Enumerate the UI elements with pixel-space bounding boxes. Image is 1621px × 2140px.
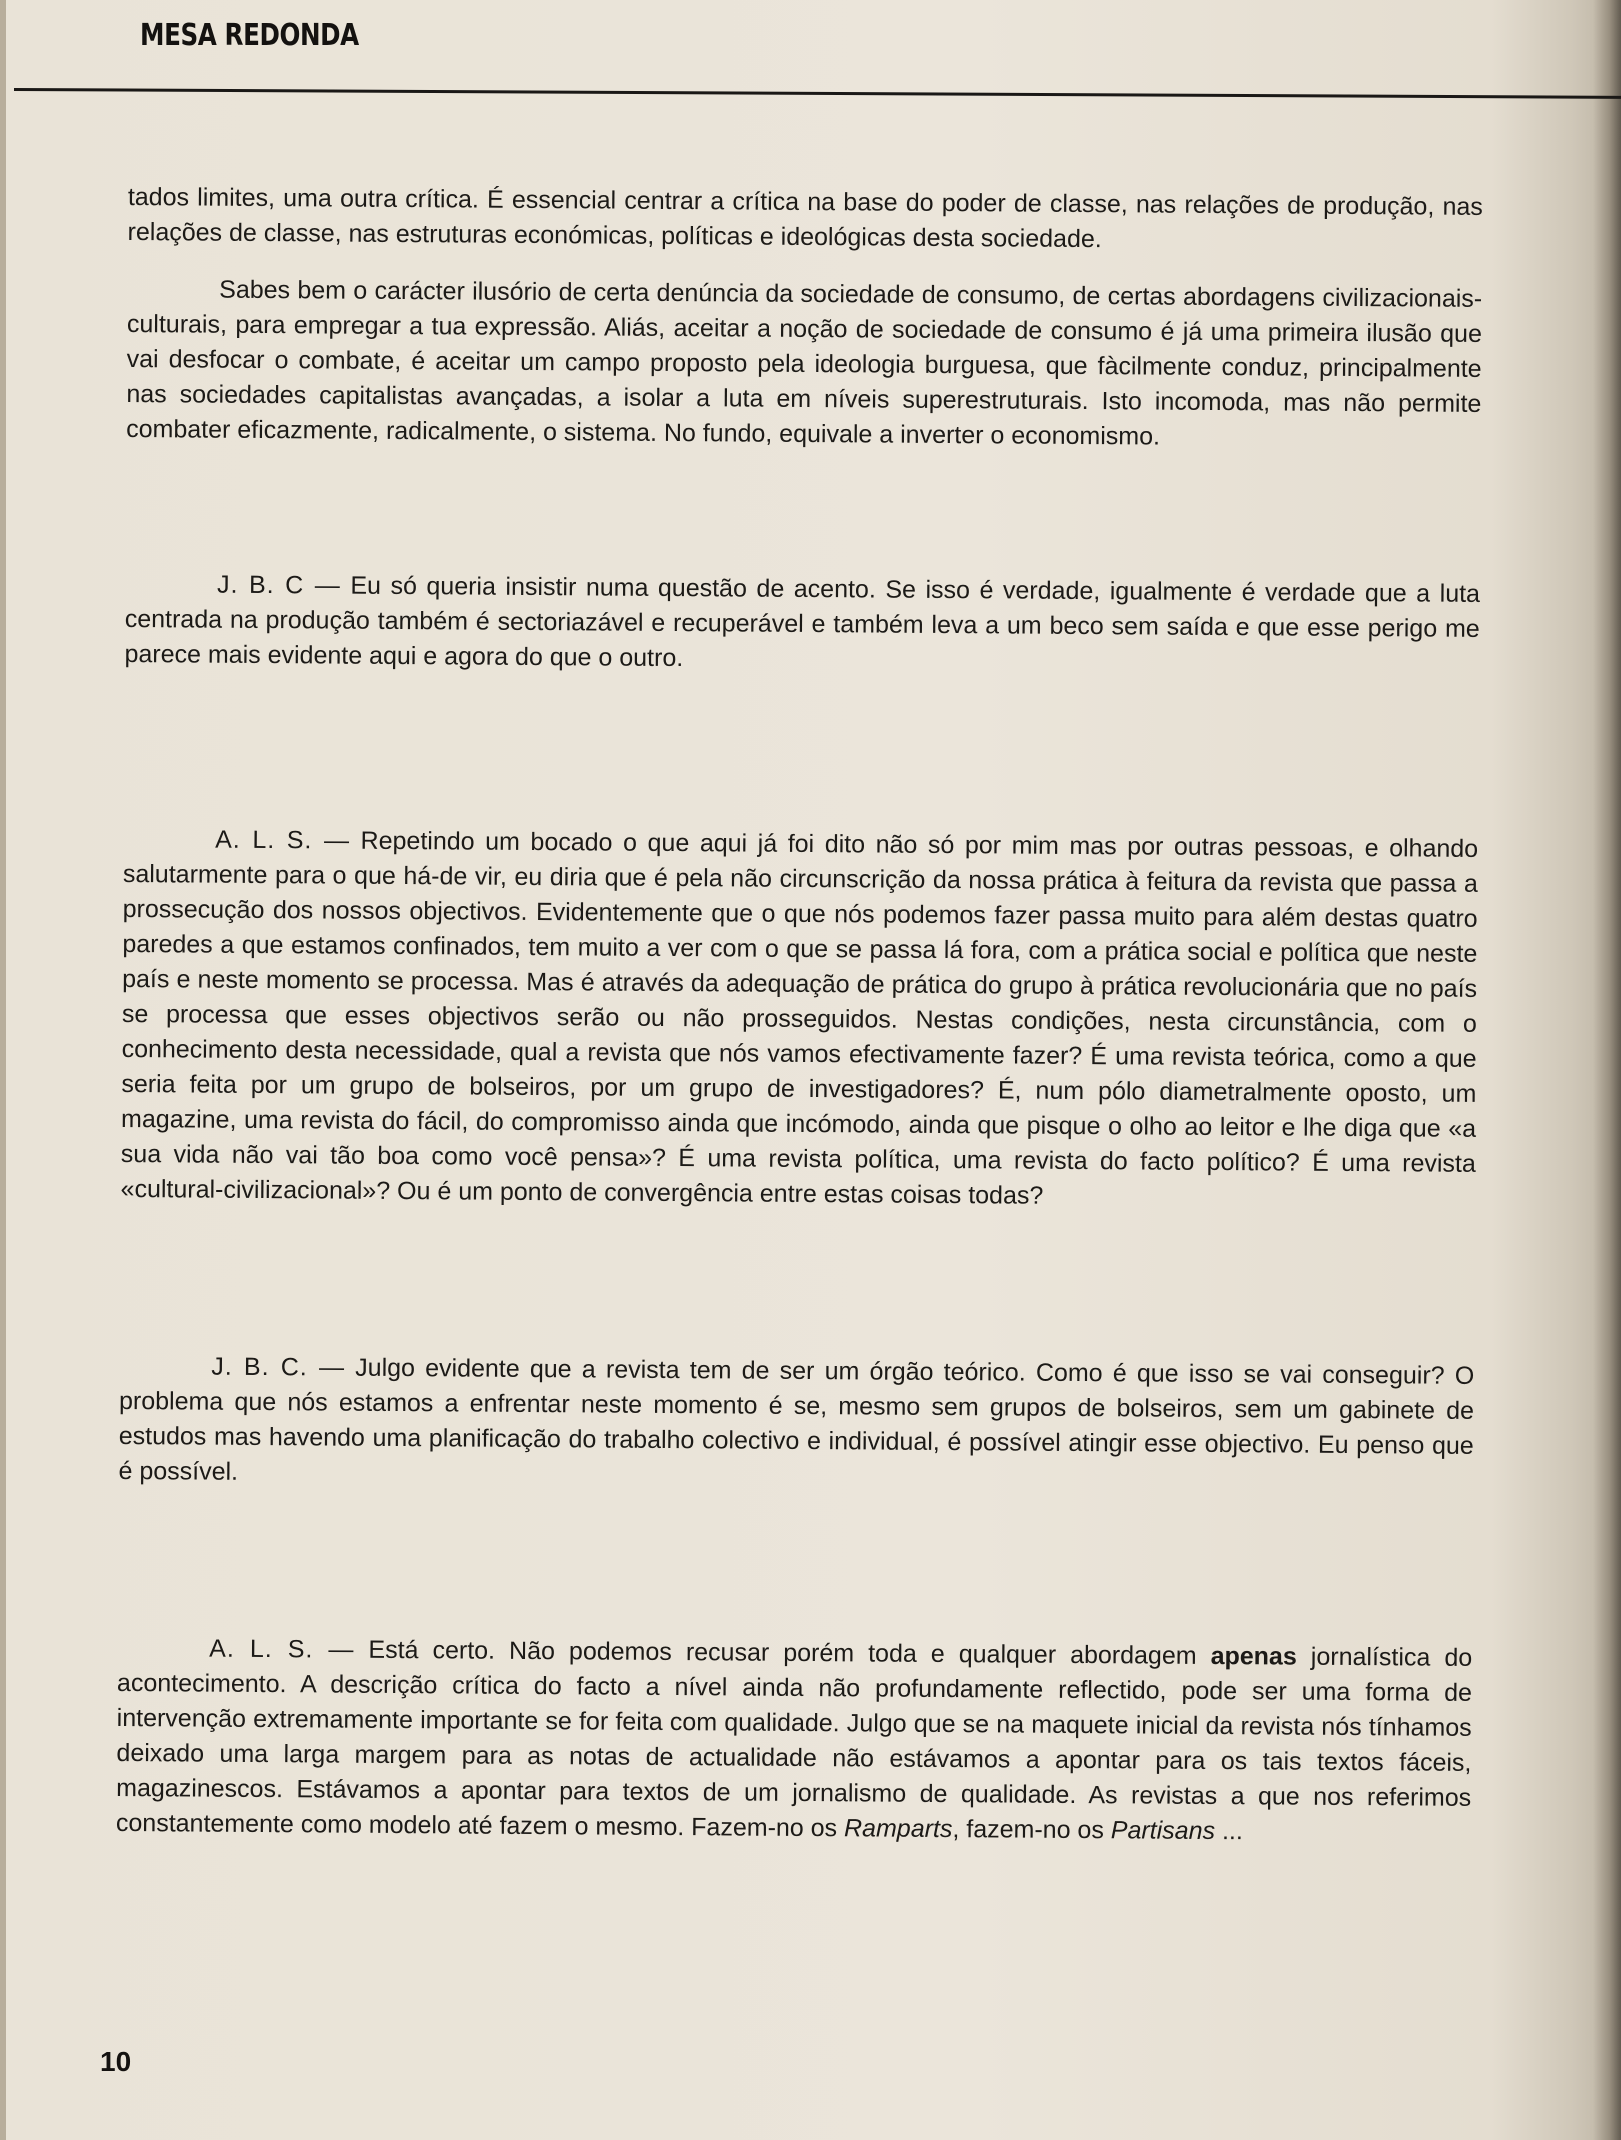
paragraph-text: jornalística do acontecimento. A descrição crítica do facto a nível ainda não profundamente reflectido, pode ser uma forma de intervenção extremamente importante se for feita com qualidade. Julgo que se na maquete inicial da revista nós tínhamos deixado uma larga margem para as notas de actualidade não estávamos a apontar para os tais textos fáceis, magazinescos. Estávamos a apontar para textos de um jornalismo de qualidade. As revistas a que nos referimos constantemente como modelo até fazem o mesmo. Fazem-no os (115, 1642, 1473, 1843)
paragraph-consumo (126, 272, 1482, 457)
paragraph-text: tados limites, uma outra crítica. É essencial centrar a crítica na base do poder de classe, nas relações de produção, nas relações de classe, nas estruturas económicas, políticas e ideológicas desta sociedade. (127, 182, 1483, 254)
magazine-title: Ramparts (843, 1814, 953, 1844)
paragraph-continuation (127, 180, 1482, 260)
paragraph-jbc-1 (124, 567, 1480, 682)
page-number: 10 (100, 2046, 132, 2077)
paragraph-jbc-2 (118, 1349, 1474, 1499)
speaker-label: J. B. C. — (211, 1352, 346, 1382)
paragraph-text: Julgo evidente que a revista tem de ser um órgão teórico. Como é que isso se vai conseguir? O problema que nós estamos a enfrentar neste momento é se, mesmo sem grupos de bolseiros, sem um gabinete de estudos mas havendo uma planificação do trabalho colectivo e individual, é possível atingir esse objectivo. Eu penso que é possível. (118, 1353, 1475, 1486)
running-head: MESA REDONDA (140, 18, 359, 53)
page-left-edge (0, 0, 6, 2140)
speaker-label: A. L. S. — (215, 825, 351, 855)
article-body (116, 180, 1483, 1851)
paragraph-text: ... (1221, 1817, 1243, 1846)
paragraph-text: Eu só queria insistir numa questão de acento. Se isso é verdade, igualmente é verdade que a luta centrada na produção também é sectoriazável e recuperável e também leva a um beco sem saída e que esse perigo me parece mais evidente aqui e agora do que o outro. (124, 571, 1481, 673)
emphasis-word: apenas (1210, 1641, 1297, 1671)
magazine-title: Partisans (1110, 1816, 1216, 1846)
header-rule (14, 88, 1621, 99)
speaker-label: A. L. S. — (209, 1634, 355, 1664)
paragraph-als-1 (120, 822, 1478, 1217)
paragraph-text: Está certo. Não podemos recusar porém toda e qualquer abordagem (368, 1635, 1197, 1670)
paragraph-text: , fazem-no os (952, 1815, 1104, 1845)
speaker-label: J. B. C — (216, 570, 341, 600)
paragraph-text: Repetindo um bocado o que aqui já foi dito não só por mim mas por outras pessoas, e olhando salutarmente para o que há-de vir, eu diria que é pela não circunscrição da nossa prática à feitura da revista que passa a prossecução dos nossos objectivos. Evidentemente que o que nós podemos fazer passa muito para além destas quatro paredes a que estamos confinados, tem muito a ver com o que se passa lá fora, com a prática social e política que neste país e neste momento se processa. Mas é através da adequação de prática do grupo à prática revolucionária que no país se processa que esses objectivos serão ou não prosseguidos. Nestas condições, nesta circunstância, com o conhecimento desta necessidade, qual a revista que nós vamos efectivamente fazer? É uma revista teórica, como a que seria feita por um grupo de bolseiros, por um grupo de investigadores? É, num pólo diametralmente oposto, um magazine, uma revista do fácil, do compromisso ainda que incómodo, ainda que pisque o olho ao leitor e lhe diga que «a sua vida não vai tão boa como você pensa»? É uma revista política, uma revista do facto político? É uma revista «cultural-civilizacional»? Ou é um ponto de convergência entre estas coisas todas? (120, 826, 1479, 1210)
page-binding-shadow (1593, 0, 1621, 2140)
paragraph-als-2 (116, 1631, 1473, 1851)
paragraph-text: Sabes bem o carácter ilusório de certa denúncia da sociedade de consumo, de certas abordagens civilizacionais-culturais, para empregar a tua expressão. Aliás, aceitar a noção de sociedade de consumo é já uma primeira ilusão que vai desfocar o combate, é aceitar um campo proposto pela ideologia burguesa, que fàcilmente conduz, principalmente nas sociedades capitalistas avançadas, a isolar a luta em níveis superestruturais. Isto incomoda, mas não permite combater eficazmente, radicalmente, o sistema. No fundo, equivale a inverter o economismo. (126, 275, 1483, 451)
